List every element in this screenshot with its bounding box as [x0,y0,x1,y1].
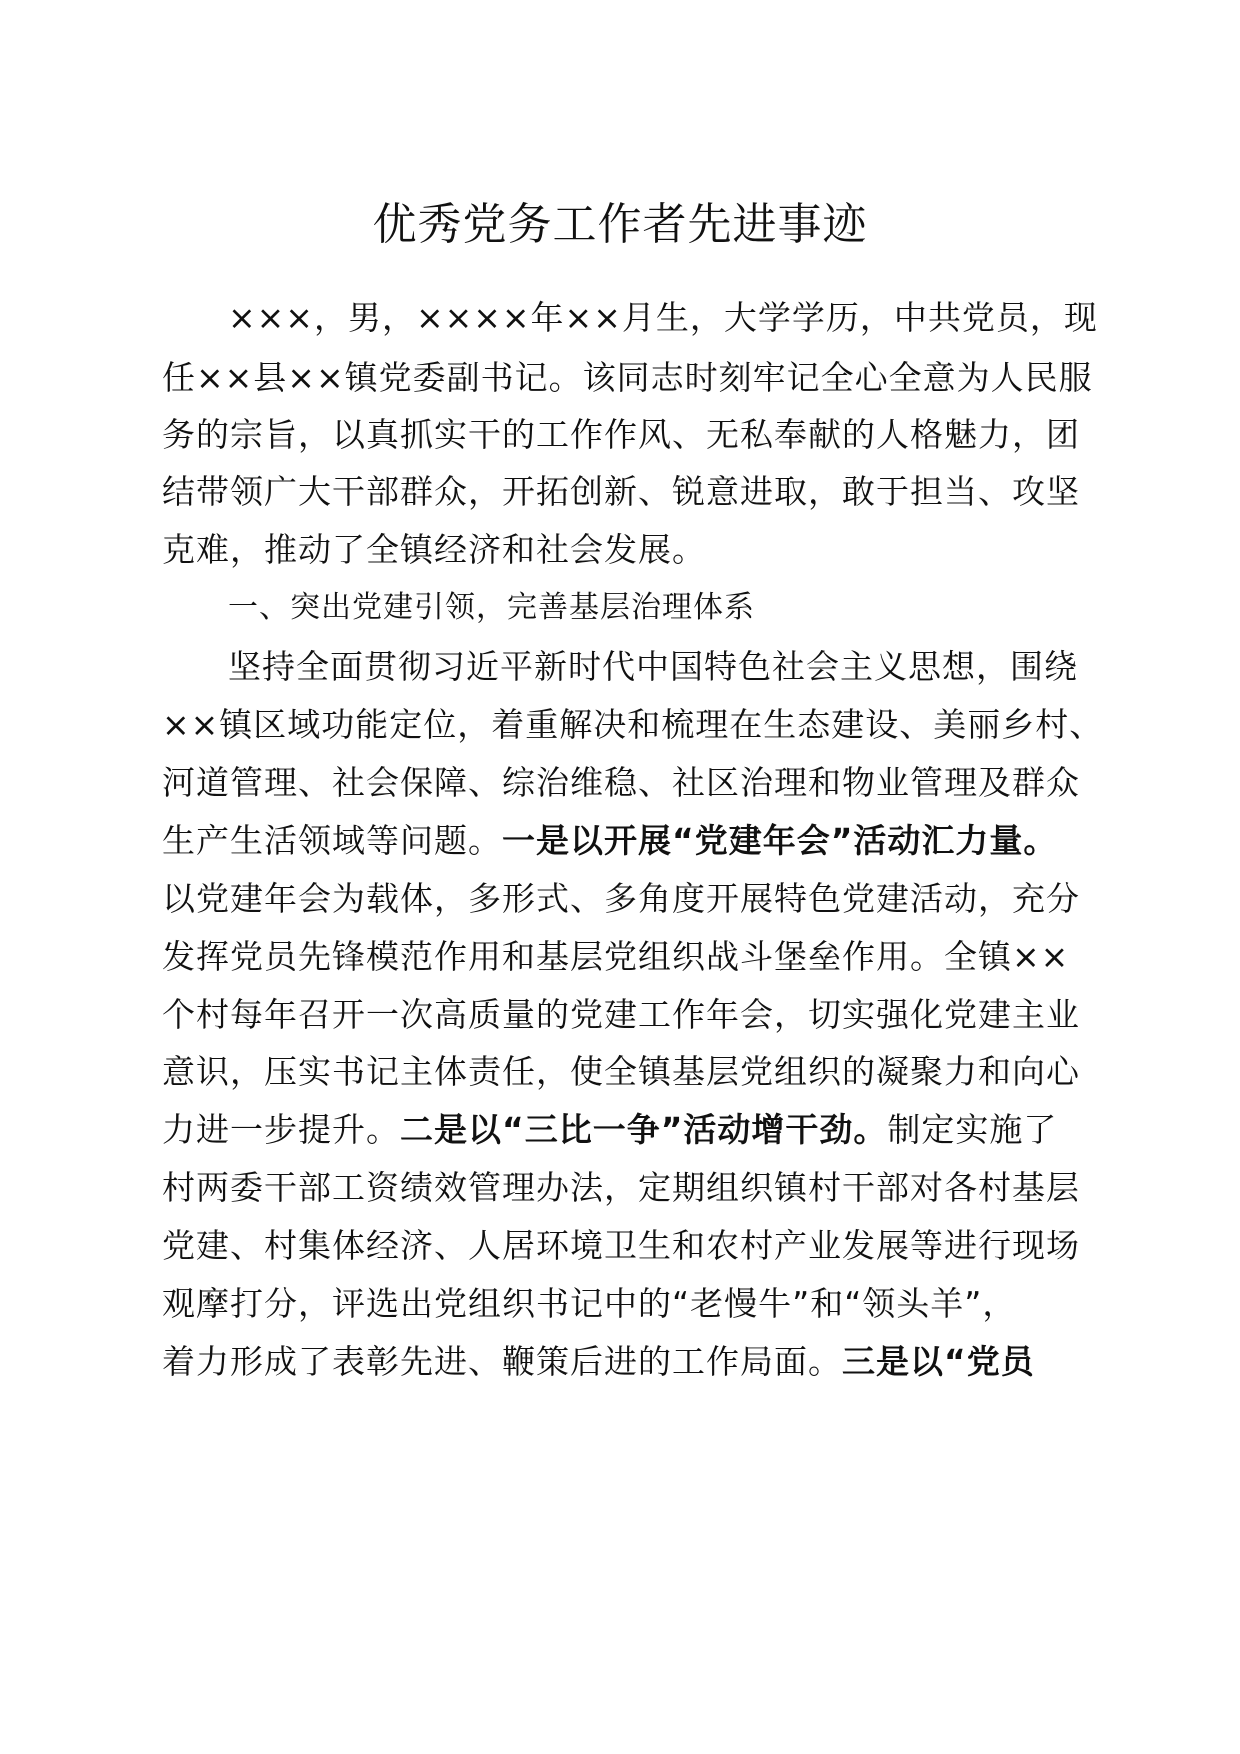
paragraph-line [228,293,1098,343]
paragraph-line [162,353,1092,403]
paragraph-line [162,1047,1092,1097]
paragraph-line [162,874,1092,924]
paragraph-line [162,932,1092,982]
text-run: 结带领广大干部群众，开拓创新、锐意进取，敢于担当、攻坚 [162,472,1080,511]
paragraph-line [162,410,1092,460]
text-run: 着力形成了表彰先进、鞭策后进的工作局面。 [162,1342,842,1381]
paragraph-line [228,642,1092,692]
paragraph-line [162,525,1092,575]
paragraph-line [162,1337,1092,1387]
bold-text-run: 二是以“三比一争”活动增干劲。 [400,1110,888,1149]
paragraph-line [162,1279,1092,1329]
paragraph-line [162,758,1092,808]
text-run: 河道管理、社会保障、综治维稳、社区治理和物业管理及群众 [162,763,1080,802]
document-title: 优秀党务工作者先进事迹 [372,199,868,250]
paragraph-line [162,816,1092,866]
paragraph-line [162,1163,1092,1213]
text-run: 观摩打分，评选出党组织书记中的“老慢牛”和“领头羊”， [162,1284,1017,1323]
text-run: 村两委干部工资绩效管理办法，定期组织镇村干部对各村基层 [162,1168,1080,1207]
paragraph-line [162,467,1092,517]
text-run: 以党建年会为载体，多形式、多角度开展特色党建活动，充分 [162,879,1080,918]
text-run: 力进一步提升。 [162,1110,400,1149]
text-run: 发挥党员先锋模范作用和基层党组织战斗堡垒作用。全镇×× [162,937,1070,976]
paragraph-line [162,990,1092,1040]
text-run: 党建、村集体经济、人居环境卫生和农村产业发展等进行现场 [162,1226,1080,1265]
bold-text-run: 三是以“党员 [842,1342,1035,1381]
text-run: 生产生活领域等问题。 [162,821,502,860]
section-heading [228,583,1092,633]
text-run: ××镇区域功能定位，着重解决和梳理在生态建设、美丽乡村、 [162,705,1104,744]
text-run: 意识，压实书记主体责任，使全镇基层党组织的凝聚力和向心 [162,1052,1080,1091]
bold-text-run: 一是以开展“党建年会”活动汇力量。 [502,821,1058,860]
text-run: 克难，推动了全镇经济和社会发展。 [162,530,706,569]
text-run: 一、突出党建引领，完善基层治理体系 [228,590,755,625]
text-run: 任××县××镇党委副书记。该同志时刻牢记全心全意为人民服 [162,358,1093,397]
paragraph-line [162,700,1104,750]
text-run: ×××，男，××××年××月生，大学学历，中共党员，现 [228,298,1098,337]
paragraph-line [162,1105,1092,1155]
text-run: 制定实施了 [887,1110,1058,1149]
text-run: 务的宗旨，以真抓实干的工作作风、无私奉献的人格魅力，团 [162,415,1080,454]
paragraph-line [162,1221,1092,1271]
text-run: 个村每年召开一次高质量的党建工作年会，切实强化党建主业 [162,995,1080,1034]
text-run: 坚持全面贯彻习近平新时代中国特色社会主义思想，围绕 [228,647,1078,686]
